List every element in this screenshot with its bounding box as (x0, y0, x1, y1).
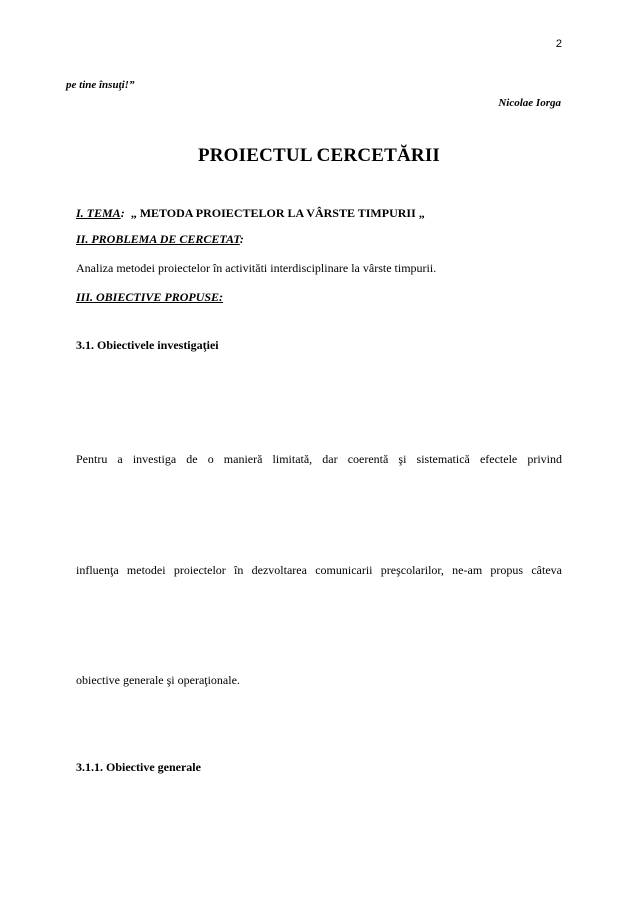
paragraph-line-1: Pentru a investiga de o manieră limitată, dar coerentă şi sistematică efectele privind (76, 452, 562, 466)
section-problema-label: II. PROBLEMA DE CERCETAT (76, 232, 240, 246)
section-tema (76, 206, 425, 221)
epigraph-quote: pe tine însuţi!” (66, 79, 135, 91)
section-problema-text: Analiza metodei proiectelor în activităti interdisciplinare la vârste timpurii. (76, 261, 437, 275)
section-tema-text: „ METODA PROIECTELOR LA VÂRSTE TIMPURII „ (130, 206, 425, 220)
paragraph-line-3: obiective generale şi operaţionale. (76, 673, 240, 687)
page-number: 2 (555, 38, 562, 50)
paragraph-line-2: influenţa metodei proiectelor în dezvoltarea comunicarii preşcolarilor, ne-am propus câteva (76, 563, 562, 577)
section-problema-heading (76, 232, 244, 247)
subsection-heading: 3.1. Obiectivele investigaţiei (76, 338, 219, 352)
page-title: PROIECTUL CERCETĂRII (197, 145, 441, 166)
subsubsection-heading: 3.1.1. Obiective generale (76, 760, 201, 774)
section-tema-label: I. TEMA (76, 206, 121, 220)
epigraph-author: Nicolae Iorga (498, 97, 561, 109)
section-problema-colon: : (239, 232, 244, 246)
section-obiective-heading: III. OBIECTIVE PROPUSE: (76, 290, 224, 304)
section-tema-colon: : (120, 206, 125, 220)
